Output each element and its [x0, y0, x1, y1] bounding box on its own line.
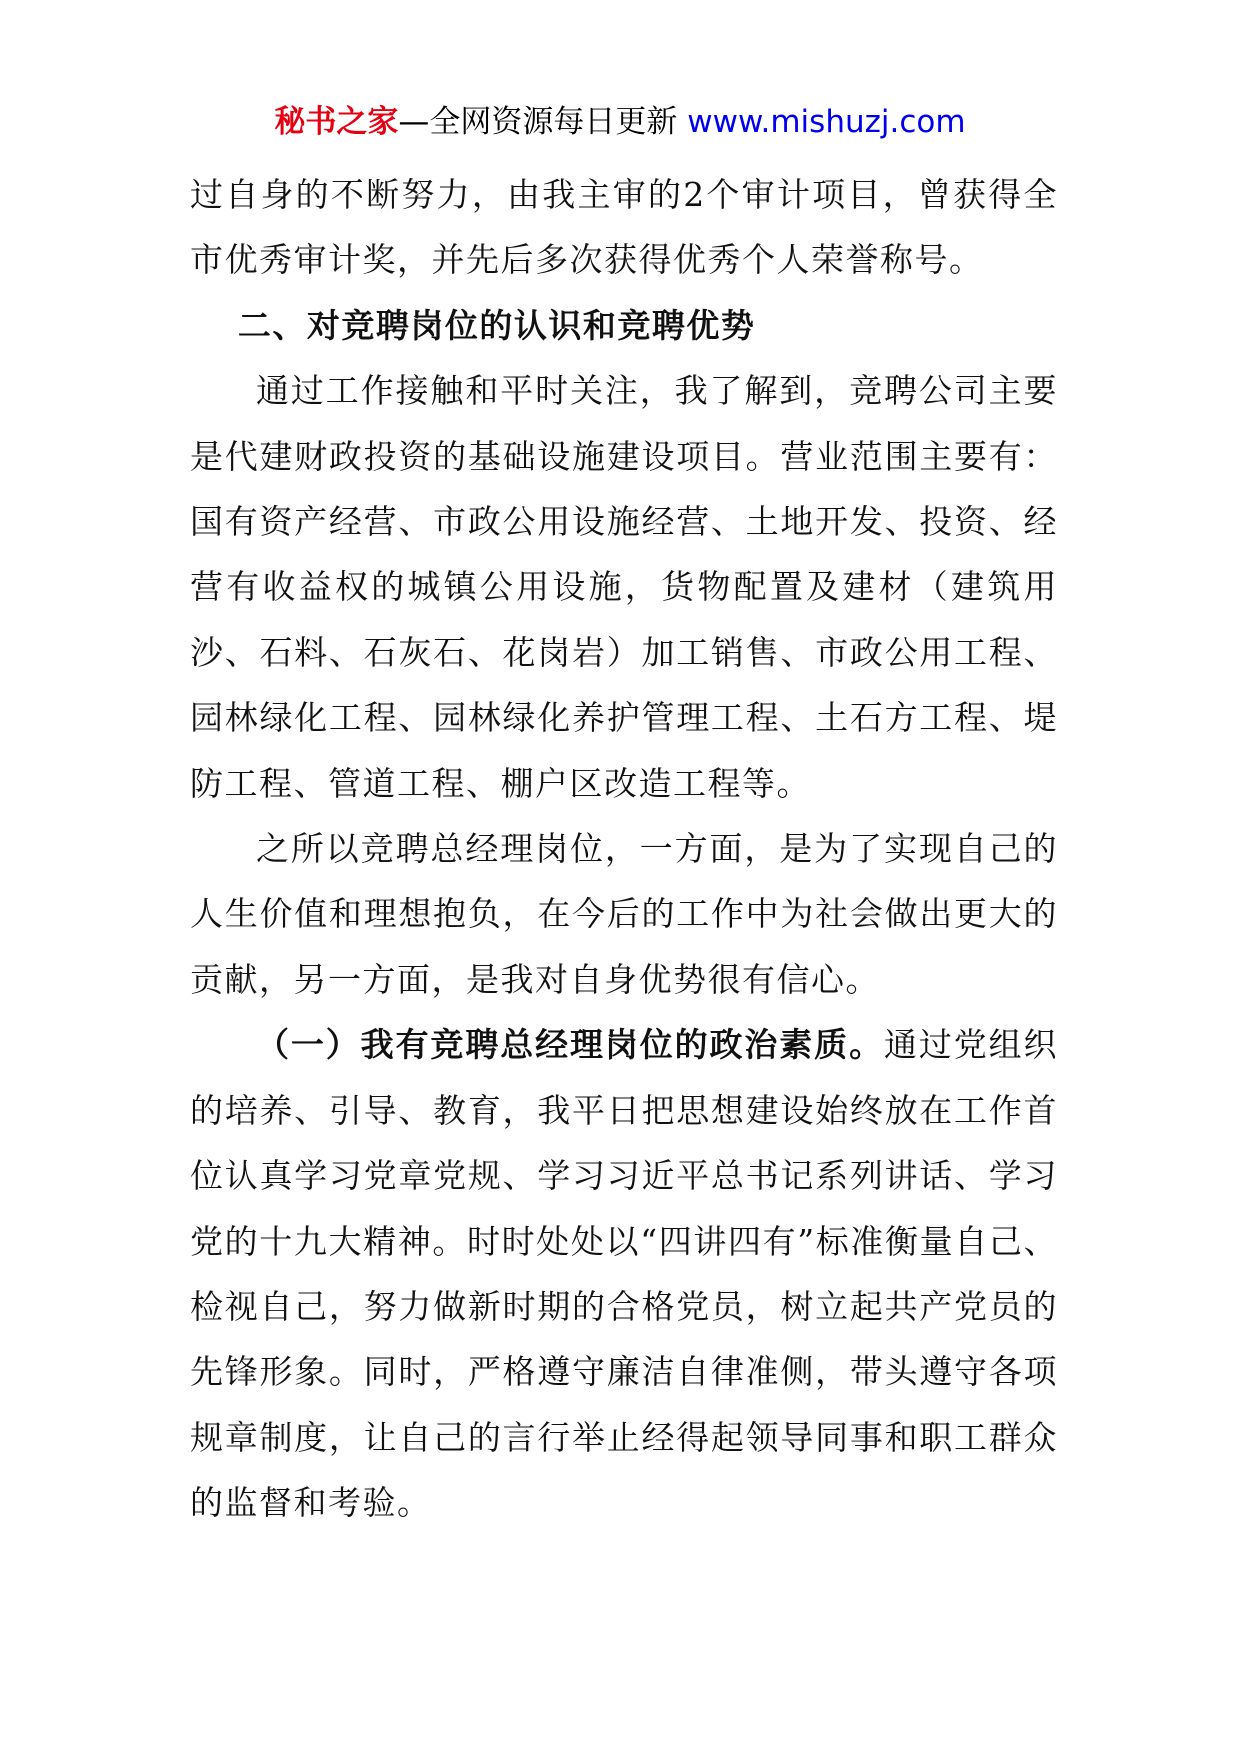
- document-body: [190, 162, 1058, 1536]
- site-url-link[interactable]: www.mishuzj.com: [687, 104, 966, 140]
- continuation-paragraph: 过自身的不断努力，由我主审的2个审计项目，曾获得全市优秀审计奖，并先后多次获得优秀个人荣誉称号。: [190, 175, 1058, 280]
- site-header: [0, 100, 1240, 144]
- point-one-heading: （一）我有竞聘总经理岗位的政治素质。: [256, 1025, 884, 1065]
- company-paragraph: 通过工作接触和平时关注，我了解到，竞聘公司主要是代建财政投资的基础设施建设项目。营业范围主要有：国有资产经营、市政公用设施经营、土地开发、投资、经营有收益权的城镇公用设施，货物配置及建材（建筑用沙、石料、石灰石、花岗岩）加工销售、市政公用工程、园林绿化工程、园林绿化养护管理工程、土石方工程、堤防工程、管道工程、棚户区改造工程等。: [190, 371, 1058, 803]
- point-one-paragraph: [190, 1012, 1058, 1535]
- reason-paragraph: 之所以竞聘总经理岗位，一方面，是为了实现自己的人生价值和理想抱负，在今后的工作中为社会做出更大的贡献，另一方面，是我对自身优势很有信心。: [190, 829, 1058, 999]
- section-heading: 二、对竞聘岗位的认识和竞聘优势: [237, 305, 756, 345]
- point-one-text: 通过党组织的培养、引导、教育，我平日把思想建设始终放在工作首位认真学习党章党规、学习习近平总书记系列讲话、学习党的十九大精神。时时处处以“四讲四有”标准衡量自己、检视自己，努力做新时期的合格党员，树立起共产党员的先锋形象。同时，严格遵守廉洁自律准侧，带头遵守各项规章制度，让自己的言行举止经得起领导同事和职工群众的监督和考验。: [190, 1025, 1059, 1523]
- site-slogan: —全网资源每日更新: [398, 104, 688, 140]
- site-brand: 秘书之家: [274, 104, 399, 140]
